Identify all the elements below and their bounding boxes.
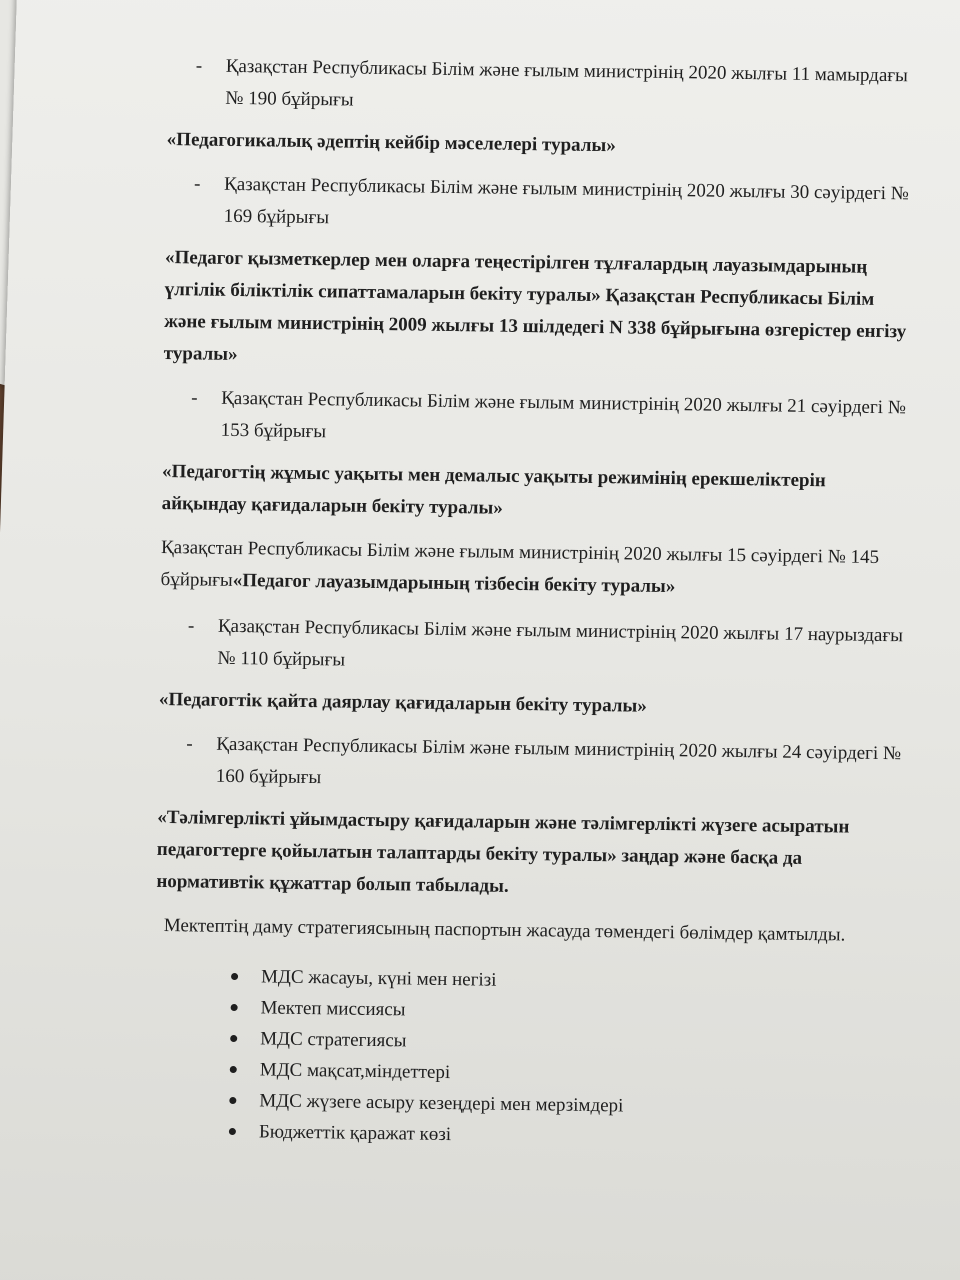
mixed-reference bbox=[160, 532, 911, 606]
order-reference-1 bbox=[167, 50, 918, 124]
dash-marker: - bbox=[190, 387, 198, 409]
list-item: Бюджеттік қаражат көзі bbox=[225, 1116, 903, 1156]
document-title-5: «Педагогтік қайта даярлау қағидаларын бекіту туралы» bbox=[158, 688, 647, 717]
order-reference-text: Қазақстан Республикасы Білім және ғылым министрінің 2020 жылғы 11 мамырдағы № 190 бұйрығы bbox=[225, 55, 909, 111]
order-reference-3 bbox=[162, 382, 913, 456]
order-reference-text: Қазақстан Республикасы Білім және ғылым министрінің 2020 жылғы 17 наурыздағы № 110 бұйрығы bbox=[217, 615, 904, 671]
dash-marker: - bbox=[193, 173, 201, 195]
order-reference-text: Қазақстан Республикасы Білім және ғылым министрінің 2020 жылғы 24 сәуірдегі № 160 бұйрығы bbox=[215, 733, 902, 789]
bullet-icon bbox=[229, 1097, 236, 1104]
document-title-3: «Педагогтің жұмыс уақыты мен демалыс уақыты режимінің ерекшеліктерін айқындау қағидаларын бекіту туралы» bbox=[161, 460, 826, 519]
list-item: МДС жүзеге асыру кезеңдері мен мерзімдері bbox=[225, 1085, 903, 1125]
order-reference-5 bbox=[158, 728, 909, 802]
order-reference-text: Қазақстан Республикасы Білім және ғылым министрінің 2020 жылғы 21 сәуірдегі № 153 бұйрығы bbox=[220, 387, 907, 443]
order-reference-text: Қазақстан Республикасы Білім және ғылым министрінің 2020 жылғы 30 сәуірдегі № 169 бұйрығы bbox=[223, 173, 910, 229]
document-title-1: «Педагогикалық әдептің кейбір мәселелері туралы» bbox=[166, 128, 616, 157]
list-item: МДС жасауы, күні мен негізі bbox=[227, 961, 905, 1001]
order-reference-2 bbox=[165, 168, 916, 242]
strategy-paragraph: Мектептің даму стратегиясының паспортын жасауда төмендегі бөлімдер қамтылды. bbox=[163, 915, 846, 946]
dash-marker: - bbox=[186, 733, 193, 755]
dash-marker: - bbox=[187, 615, 195, 637]
document-title-6: «Тәлімгерлікті ұйымдастыру қағидаларын және тәлімгерлікті жүзеге асыратын педагогтерге қойылатын талаптарды бекіту туралы» заңдар және басқа да нормативтік құжаттар болып табылады. bbox=[156, 806, 850, 897]
list-item: МДС стратегиясы bbox=[226, 1023, 904, 1063]
bullet-icon bbox=[231, 1004, 238, 1011]
list-item: МДС мақсат,міндеттері bbox=[226, 1054, 904, 1094]
bullet-icon bbox=[229, 1128, 236, 1135]
list-item: Мектеп миссиясы bbox=[226, 992, 904, 1032]
order-reference-text: Қазақстан Республикасы Білім және ғылым министрінің 2020 жылғы 15 сәуірдегі № 145 бұйрығы bbox=[160, 536, 880, 591]
strategy-sections-list bbox=[225, 961, 906, 1156]
order-reference-4 bbox=[159, 610, 910, 684]
document-title-4: «Педагог лауазымдарының тізбесін бекіту туралы» bbox=[232, 569, 676, 598]
bullet-icon bbox=[230, 1066, 237, 1073]
bullet-icon bbox=[231, 973, 238, 980]
document-title-2: «Педагог қызметкерлер мен оларға теңестірілген тұлғалардың лауазымдарының үлгілік біліктілік сипаттамаларын бекіту туралы» Қазақстан Республикасы Білім және ғылым министрінің 2009 жылғы 13 шілдедегі N 338 бұйрығына өзгерістер енгізу туралы» bbox=[163, 246, 907, 365]
document-content bbox=[153, 50, 918, 1156]
dash-marker: - bbox=[195, 55, 203, 77]
bullet-icon bbox=[230, 1035, 237, 1042]
